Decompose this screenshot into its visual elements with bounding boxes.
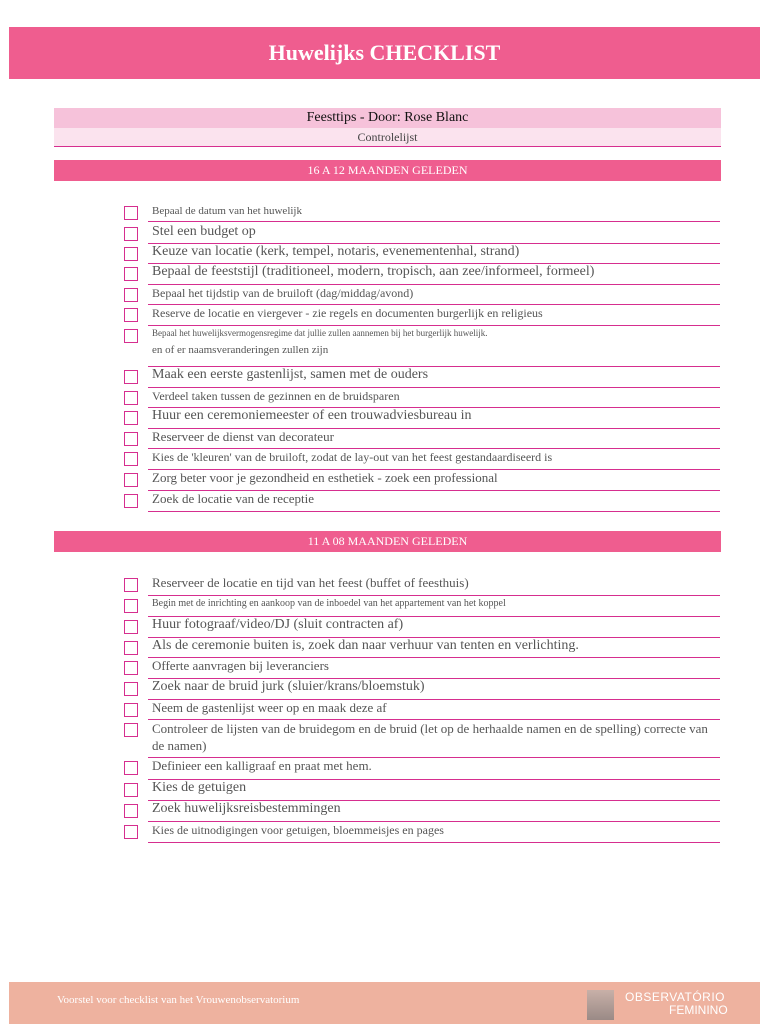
- item-label: Als de ceremonie buiten is, zoek dan naar verhuur van tenten en verlichting.: [148, 638, 720, 658]
- checklist-item: [124, 780, 720, 801]
- checkbox[interactable]: [124, 370, 138, 384]
- checklist-item: [124, 203, 720, 222]
- checklist-item: [124, 470, 720, 491]
- checklist-item: [124, 264, 720, 285]
- checklist-item: [124, 617, 720, 638]
- checklist-item: [124, 449, 720, 470]
- item-label: [148, 326, 720, 367]
- item-label: Reserveer de locatie en tijd van het feest (buffet of feesthuis): [148, 575, 720, 596]
- item-label: Offerte aanvragen bij leveranciers: [148, 658, 720, 679]
- checklist-item: [124, 658, 720, 679]
- item-label: Zorg beter voor je gezondheid en esthetiek - zoek een professional: [148, 470, 720, 491]
- checklist-item: [124, 408, 720, 429]
- item-label: Stel een budget op: [148, 224, 720, 244]
- checkbox[interactable]: [124, 391, 138, 405]
- checklist-item: [124, 326, 720, 367]
- author-line: Feesttips - Door: Rose Blanc: [54, 108, 721, 128]
- checklist-item: [124, 285, 720, 305]
- checkbox[interactable]: [124, 761, 138, 775]
- checkbox[interactable]: [124, 825, 138, 839]
- item-label: Zoek de locatie van de receptie: [148, 491, 720, 512]
- checklist-item: [124, 491, 720, 512]
- item-label-line2: en of er naamsveranderingen zullen zijn: [152, 344, 329, 356]
- page-title: Huwelijks CHECKLIST: [9, 27, 760, 79]
- checklist-item: [124, 305, 720, 326]
- checkbox[interactable]: [124, 682, 138, 696]
- checklist-label: Controlelijst: [54, 128, 721, 147]
- checkbox[interactable]: [124, 620, 138, 634]
- item-label: Kies de getuigen: [148, 780, 720, 801]
- logo-subtext: FEMININO: [669, 1003, 728, 1017]
- item-label: Huur fotograaf/video/DJ (sluit contracten af): [148, 617, 720, 638]
- checklist-item: [124, 575, 720, 596]
- item-label: Definieer een kalligraaf en praat met hem.: [148, 758, 720, 780]
- item-label: Bepaal het tijdstip van de bruiloft (dag/middag/avond): [148, 285, 720, 305]
- checkbox[interactable]: [124, 247, 138, 261]
- section-header-16-12: 16 A 12 MAANDEN GELEDEN: [54, 160, 721, 181]
- checkbox[interactable]: [124, 494, 138, 508]
- checkbox[interactable]: [124, 288, 138, 302]
- checkbox[interactable]: [124, 206, 138, 220]
- checkbox[interactable]: [124, 661, 138, 675]
- checkbox[interactable]: [124, 411, 138, 425]
- checkbox[interactable]: [124, 452, 138, 466]
- checkbox[interactable]: [124, 641, 138, 655]
- checklist-item: [124, 367, 720, 388]
- checkbox[interactable]: [124, 723, 138, 737]
- checkbox[interactable]: [124, 329, 138, 343]
- item-label: Bepaal de feeststijl (traditioneel, modern, tropisch, aan zee/informeel, formeel): [148, 264, 720, 285]
- item-label-line1: Bepaal het huwelijksvermogensregime dat jullie zullen aannemen bij het burgerlijk huwelijk.: [152, 328, 488, 338]
- checklist-item: [124, 596, 720, 617]
- checkbox[interactable]: [124, 804, 138, 818]
- checkbox[interactable]: [124, 599, 138, 613]
- checkbox[interactable]: [124, 783, 138, 797]
- checklist-item: [124, 638, 720, 658]
- checklist-item: [124, 801, 720, 822]
- logo-eye-image: [587, 990, 614, 1020]
- item-label: Kies de uitnodigingen voor getuigen, bloemmeisjes en pages: [148, 822, 720, 843]
- item-label: Controleer de lijsten van de bruidegom en de bruid (let op de herhaalde namen en de spelling) correcte van de namen): [148, 720, 720, 758]
- checkbox[interactable]: [124, 267, 138, 281]
- checkbox[interactable]: [124, 703, 138, 717]
- checklist-item: [124, 388, 720, 408]
- checklist-item: [124, 700, 720, 720]
- checkbox[interactable]: [124, 578, 138, 592]
- checklist-item: [124, 822, 720, 843]
- checklist-section-1: [124, 203, 720, 512]
- item-label: Keuze van locatie (kerk, tempel, notaris, evenementenhal, strand): [148, 244, 720, 264]
- item-label: Zoek naar de bruid jurk (sluier/krans/bloemstuk): [148, 679, 720, 700]
- item-label: Maak een eerste gastenlijst, samen met de ouders: [148, 367, 720, 388]
- item-label: Neem de gastenlijst weer op en maak deze af: [148, 700, 720, 720]
- item-label: Zoek huwelijksreisbestemmingen: [148, 801, 720, 822]
- checkbox[interactable]: [124, 473, 138, 487]
- footer: [9, 982, 760, 1024]
- item-label: Reserve de locatie en viergever - zie regels en documenten burgerlijk en religieus: [148, 305, 720, 326]
- checklist-item: [124, 720, 720, 758]
- item-label: Kies de 'kleuren' van de bruiloft, zodat de lay-out van het feest gestandaardiseerd is: [148, 449, 720, 470]
- item-label: Bepaal de datum van het huwelijk: [148, 203, 720, 222]
- checklist-item: [124, 758, 720, 780]
- checklist-item: [124, 679, 720, 700]
- footer-text: Voorstel voor checklist van het Vrouwenobservatorium: [57, 994, 300, 1006]
- logo-text: OBSERVATÓRIO: [625, 990, 726, 1004]
- checkbox[interactable]: [124, 227, 138, 241]
- checkbox[interactable]: [124, 432, 138, 446]
- checklist-item: [124, 244, 720, 264]
- item-label: Verdeel taken tussen de gezinnen en de bruidsparen: [148, 388, 720, 408]
- section-header-11-08: 11 A 08 MAANDEN GELEDEN: [54, 531, 721, 552]
- checklist-section-2: [124, 575, 720, 843]
- checkbox[interactable]: [124, 308, 138, 322]
- checklist-item: [124, 224, 720, 244]
- item-label: Reserveer de dienst van decorateur: [148, 429, 720, 449]
- item-label: Huur een ceremoniemeester of een trouwadviesbureau in: [148, 408, 720, 429]
- checklist-item: [124, 429, 720, 449]
- item-label: Begin met de inrichting en aankoop van de inboedel van het appartement van het koppel: [148, 596, 720, 617]
